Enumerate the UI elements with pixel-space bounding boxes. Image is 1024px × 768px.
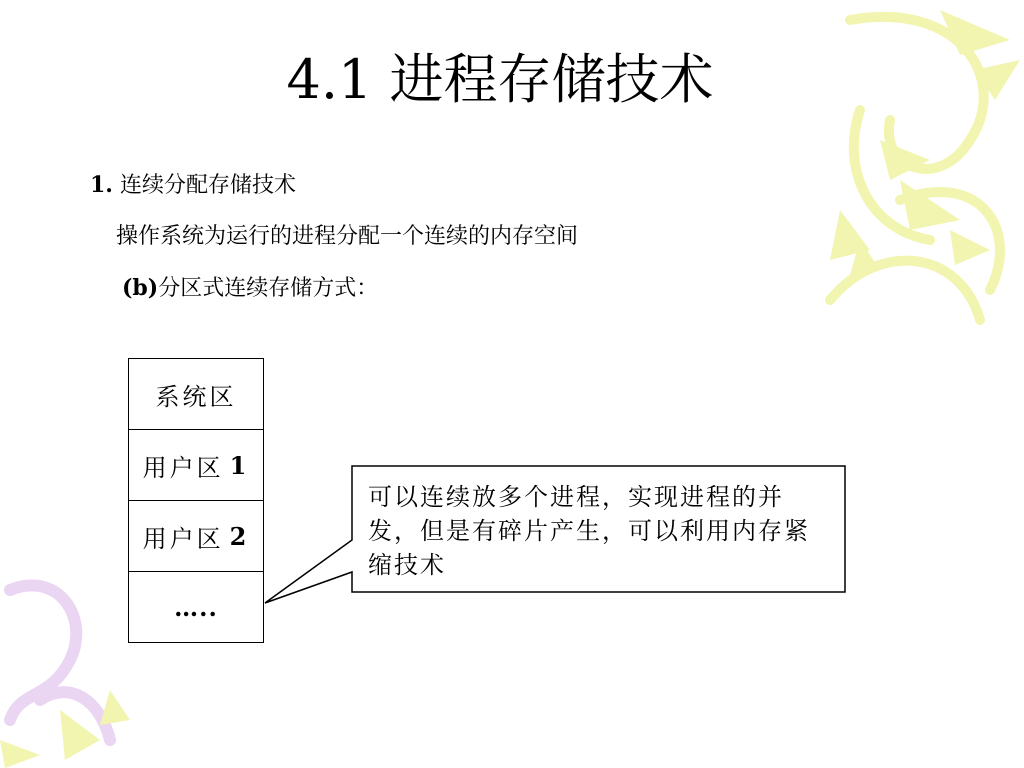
partition-label: 用户区 [142,524,224,553]
callout-text: 可以连续放多个进程，实现进程的并发，但是有碎片产生，可以利用内存紧缩技术 [368,483,810,579]
subsection-marker: (b) [122,275,159,301]
partition-number: 2 [229,521,250,551]
subsection-text: 分区式连续存储方式： [158,276,379,301]
slide-title: 4.1 进程存储技术 [286,48,714,111]
partition-label: 系统区 [155,382,237,411]
partition-number: 1 [229,450,250,480]
section-number: 1. [90,172,113,198]
section-title: 连续分配存储技术 [119,173,296,198]
section-description: 操作系统为运行的进程分配一个连续的内存空间 [116,224,579,249]
partition-label: 用户区 [142,453,224,482]
partition-label: ….. [174,592,218,622]
